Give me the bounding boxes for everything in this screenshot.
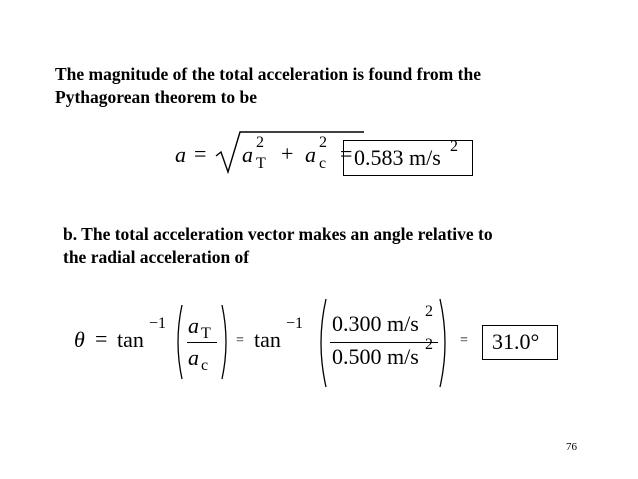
eq-a-term1: a [242, 142, 253, 167]
result-box-magnitude [343, 140, 473, 176]
eq-b-tan2: tan [254, 327, 281, 352]
right-paren-1 [220, 303, 232, 381]
page-number: 76 [566, 441, 577, 453]
result-box-angle [482, 325, 558, 360]
eq-b-den-sup: 2 [425, 336, 433, 353]
paragraph-a-line1: The magnitude of the total acceleration is found from the [55, 64, 481, 84]
left-paren-1 [172, 303, 184, 381]
eq-a-term2-sup: 2 [319, 134, 327, 151]
eq-b-num-sup: 2 [425, 303, 433, 320]
eq-a-plus: + [281, 141, 294, 166]
eq-b-num-var: a [188, 313, 199, 338]
eq-b-num-sub: T [201, 325, 211, 342]
eq-b-equals3: = [460, 333, 468, 348]
eq-b-tan: tan [117, 327, 144, 352]
eq-b-equals: = [95, 326, 108, 351]
eq-a-term1-sub: T [256, 155, 266, 172]
eq-b-den-value: 0.500 m/s [332, 344, 419, 369]
fraction-bar-1 [187, 342, 217, 343]
paragraph-b-line1: b. The total acceleration vector makes an angle relative to [63, 224, 493, 244]
eq-b-result: 31.0° [492, 329, 540, 354]
eq-b-equals2: = [236, 333, 244, 348]
eq-b-inv2: −1 [286, 315, 304, 332]
eq-a-term1-sup: 2 [256, 134, 264, 151]
eq-b-num-value: 0.300 m/s [332, 311, 419, 336]
right-paren-2 [438, 297, 452, 389]
paragraph-a-line2: Pythagorean theorem to be [55, 87, 258, 107]
eq-a-lhs: a [175, 142, 186, 167]
paragraph-b-line2: the radial acceleration of [63, 247, 250, 267]
eq-a-result-sup: 2 [450, 138, 458, 155]
eq-b-theta: θ [74, 327, 85, 352]
eq-a-equals2: = [340, 141, 353, 166]
eq-a-term2: a [305, 142, 316, 167]
left-paren-2 [314, 297, 328, 389]
eq-b-den-sub: c [201, 357, 209, 374]
eq-b-inv: −1 [149, 315, 167, 332]
eq-b-den-var: a [188, 345, 199, 370]
eq-a-equals: = [194, 141, 207, 166]
eq-a-term2-sub: c [319, 155, 327, 172]
eq-a-result: 0.583 m/s [354, 145, 441, 170]
